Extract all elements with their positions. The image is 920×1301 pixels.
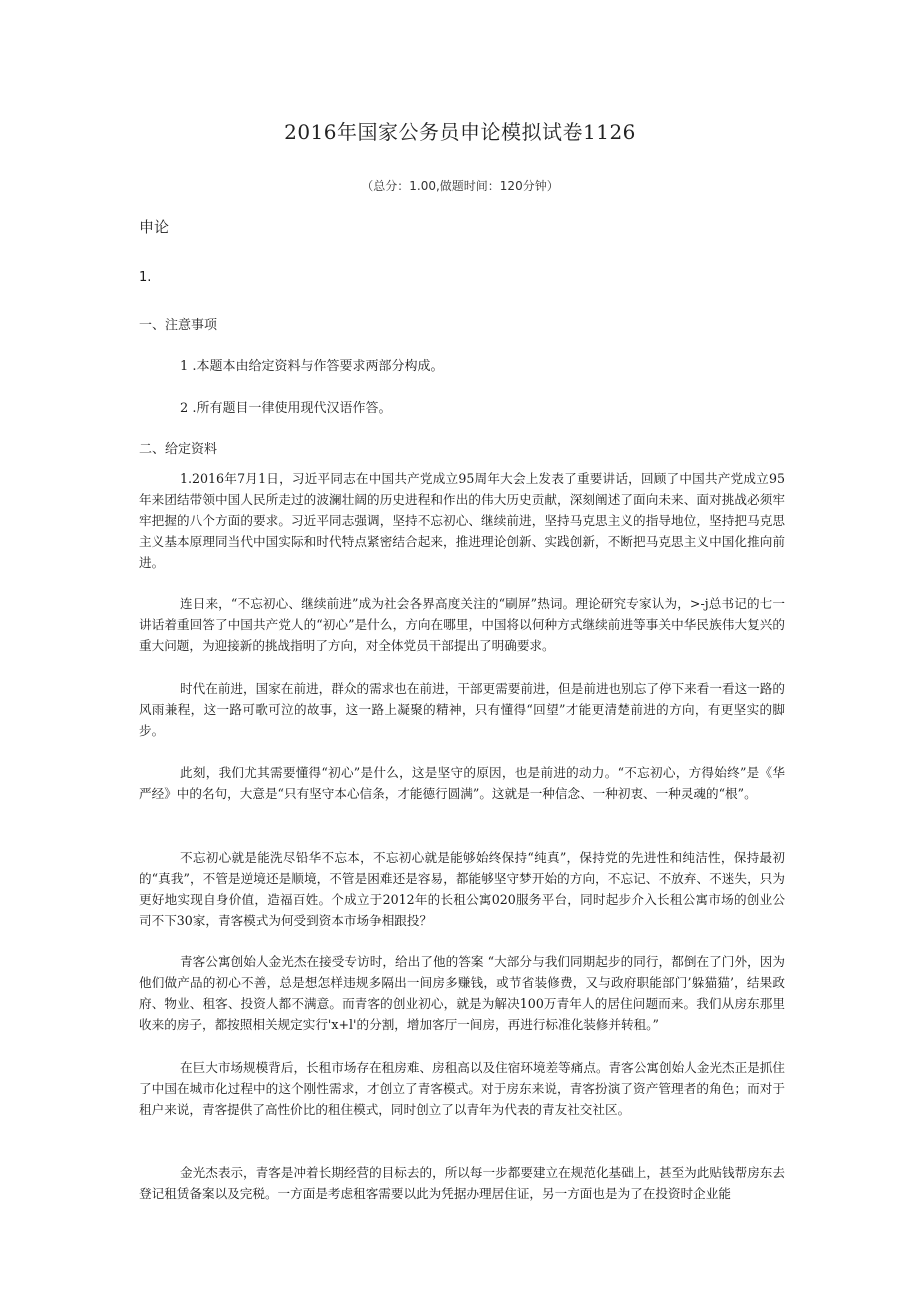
material-paragraph: 1.2016年7月1日，习近平同志在中国共产党成立95周年大会上发表了重要讲话，回顾了中国共产党成立95年来团结带领中国人民所走过的波澜壮阔的历史进程和作出的伟大历史贡献，深刻阐述了面向未来、面对挑战必须牢牢把握的八个方面的要求。习近平同志强调，坚持不忘初心、继续前进，坚持马克思主义的指导地位，坚持把马克思主义基本原理同当代中国实际和时代特点紧密结合起来，推进理论创新、实践创新，不断把马克思主义中国化推向前进。 xyxy=(139,471,785,570)
exam-meta: （总分：1.00,做题时间：120分钟） xyxy=(361,179,559,193)
materials-heading: 二、给定资料 xyxy=(139,442,218,457)
material-paragraph: 不忘初心就是能洗尽铅华不忘本，不忘初心就是能够始终保持“纯真”，保持党的先进性和纯洁性，保持最初的“真我”，不管是逆境还是顺境，不管是困难还是容易，都能够坚守梦开始的方向，不忘记、不放弃、不迷失，只为更好地实现自身价值，造福百姓。个成立于2012年的长租公寓020服务平台，同时起步介入长租公寓市场的创业公司不下30家，青客模式为何受到资本市场争相跟投？ xyxy=(139,850,785,928)
material-paragraph: 在巨大市场规模背后，长租市场存在租房难、房租高以及住宿环境差等痛点。青客公寓创始人金光杰正是抓住了中国在城市化过程中的这个刚性需求，才创立了青客模式。对于房东来说，青客扮演了资产管理者的角色；而对于租户来说，青客提供了高性价比的租住模式，同时创立了以青年为代表的青友社交社区。 xyxy=(139,1060,785,1117)
document-title: 2016年国家公务员申论模拟试卷1126 xyxy=(284,120,636,144)
notice-item: 2 .所有题目一律使用现代汉语作答。 xyxy=(180,401,392,416)
material-paragraph: 时代在前进，国家在前进，群众的需求也在前进，干部更需要前进，但是前进也别忘了停下来看一看这一路的风雨兼程，这一路可歌可泣的故事，这一路上凝聚的精神，只有懂得“回望”才能更清楚前进的方向，有更坚实的脚步。 xyxy=(139,681,785,738)
notice-heading: 一、注意事项 xyxy=(139,318,218,333)
section-heading: 申论 xyxy=(139,218,170,236)
question-number: 1. xyxy=(139,270,152,285)
material-paragraph: 金光杰表示，青客是冲着长期经营的目标去的，所以每一步都要建立在规范化基础上，甚至为此贴钱帮房东去登记租赁备案以及完税。一方面是考虑租客需要以此为凭据办理居住证，另一方面也是为了在投资时企业能 xyxy=(139,1165,785,1201)
notice-item: 1 .本题本由给定资料与作答要求两部分构成。 xyxy=(180,359,444,374)
material-paragraph: 此刻，我们尤其需要懂得“初心”是什么，这是坚守的原因，也是前进的动力。“不忘初心，方得始终”是《华严经》中的名句，大意是“只有坚守本心信条，才能德行圆满”。这就是一种信念、一种初衷、一种灵魂的“根”。 xyxy=(139,765,785,801)
material-paragraph: 青客公寓创始人金光杰在接受专访时，给出了他的答案 “大部分与我们同期起步的同行，都倒在了门外，因为他们做产品的初心不善，总是想怎样违规多隔出一间房多赚钱，或节省装修费，又与政府职能部门’躲猫猫’，结果政府、物业、租客、投资人都不满意。而青客的创业初心，就是为解决100万青年人的居住问题而来。我们从房东那里收来的房子，都按照相关规定实行'x+l'的分割，增加客厅一间房，再进行标准化装修并转租。” xyxy=(139,954,785,1032)
material-paragraph: 连日来，“不忘初心、继续前进”成为社会各界高度关注的“刷屏”热词。理论研究专家认为，>-j总书记的七一讲话着重回答了中国共产党人的“初心”是什么，方向在哪里，中国将以何种方式继续前进等事关中华民族伟大复兴的重大问题，为迎接新的挑战指明了方向，对全体党员干部提出了明确要求。 xyxy=(139,596,785,653)
